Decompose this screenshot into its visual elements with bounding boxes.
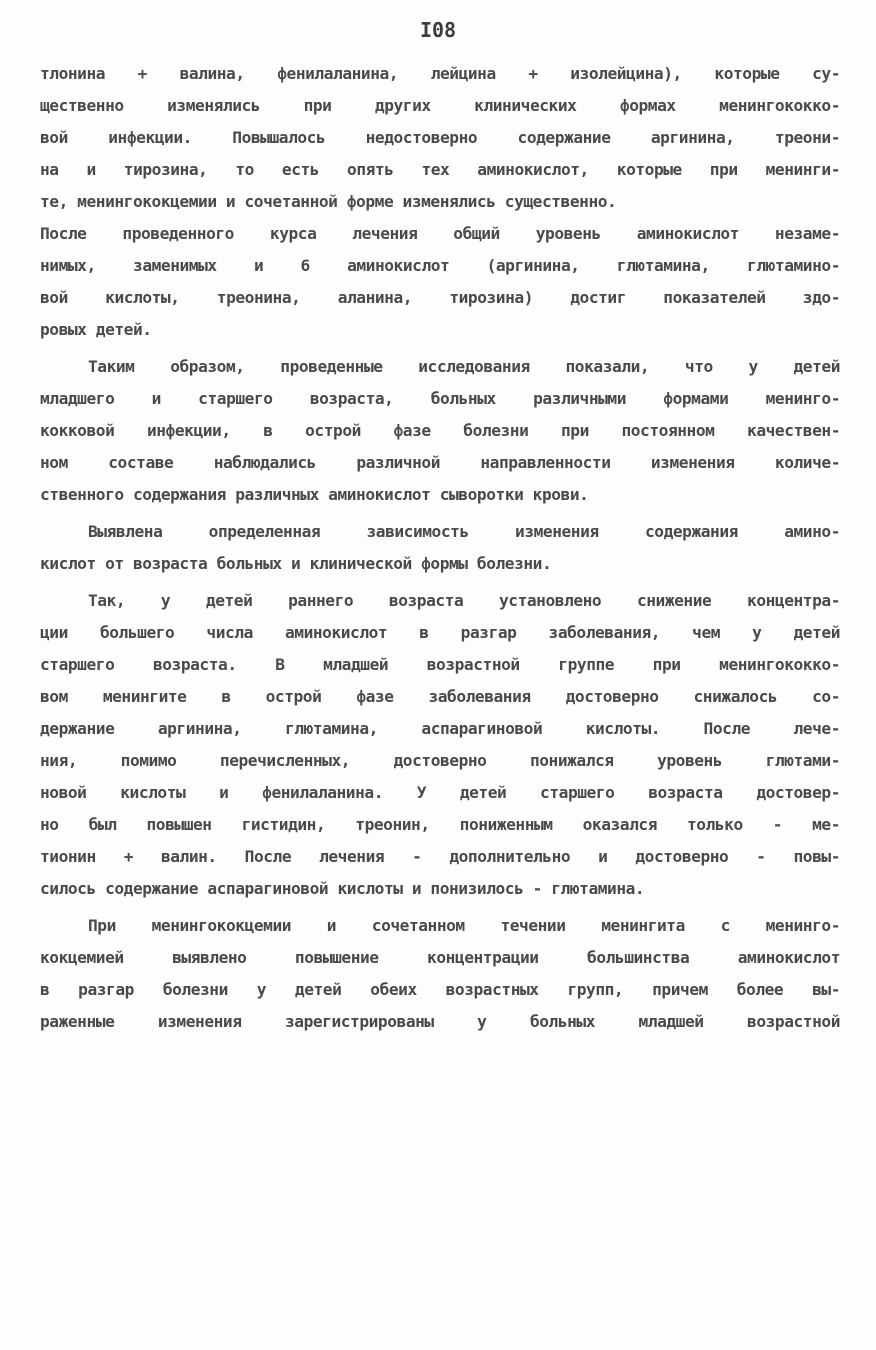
text-line: щественно изменялись при других клинических формах менингококко-: [40, 96, 840, 115]
text-line: кислот от возраста больных и клинической формы болезни.: [40, 554, 552, 573]
text-line: ном составе наблюдались различной направленности изменения количе-: [40, 453, 840, 472]
text-line: те, менингококцемии и сочетанной форме изменялись существенно.: [40, 192, 617, 211]
page-number: I08: [419, 18, 457, 42]
text-line: вой кислоты, треонина, аланина, тирозина) достиг показателей здо-: [40, 288, 840, 307]
text-line: нимых, заменимых и 6 аминокислот (аргинина, глютамина, глютамино-: [40, 256, 840, 275]
text-line: Таким образом, проведенные исследования показали, что у детей: [88, 357, 840, 376]
text-line: При менингококцемии и сочетанном течении менингита с менинго-: [88, 916, 840, 935]
text-line: кокковой инфекции, в острой фазе болезни при постоянном качествен-: [40, 421, 840, 440]
body-text: [40, 58, 840, 1038]
text-line: Так, у детей раннего возраста установлено снижение концентра-: [88, 591, 840, 610]
text-line: вом менингите в острой фазе заболевания достоверно снижалось со-: [40, 687, 840, 706]
text-line: силось содержание аспарагиновой кислоты и понизилось - глютамина.: [40, 879, 645, 898]
text-line: но был повышен гистидин, треонин, пониженным оказался только - ме-: [40, 815, 840, 834]
text-line: раженные изменения зарегистрированы у больных младшей возрастной: [40, 1012, 840, 1031]
text-line: тионин + валин. После лечения - дополнительно и достоверно - повы-: [40, 847, 840, 866]
text-line: ровых детей.: [40, 320, 152, 339]
text-line: младшего и старшего возраста, больных различными формами менинго-: [40, 389, 840, 408]
text-line: Выявлена определенная зависимость изменения содержания амино-: [88, 522, 840, 541]
text-line: тлонина + валина, фенилаланина, лейцина + изолейцина), которые су-: [40, 64, 840, 83]
text-line: ственного содержания различных аминокислот сыворотки крови.: [40, 485, 589, 504]
text-line: в разгар болезни у детей обеих возрастных групп, причем более вы-: [40, 980, 840, 999]
text-line: После проведенного курса лечения общий уровень аминокислот незаме-: [40, 224, 840, 243]
text-line: вой инфекции. Повышалось недостоверно содержание аргинина, треони-: [40, 128, 840, 147]
text-line: старшего возраста. В младшей возрастной группе при менингококко-: [40, 655, 840, 674]
text-line: ции большего числа аминокислот в разгар заболевания, чем у детей: [40, 623, 840, 642]
text-line: кокцемией выявлено повышение концентрации большинства аминокислот: [40, 948, 840, 967]
text-line: ния, помимо перечисленных, достоверно понижался уровень глютами-: [40, 751, 840, 770]
text-line: на и тирозина, то есть опять тех аминокислот, которые при менинги-: [40, 160, 840, 179]
text-line: держание аргинина, глютамина, аспарагиновой кислоты. После лече-: [40, 719, 840, 738]
text-line: новой кислоты и фенилаланина. У детей старшего возраста достовер-: [40, 783, 840, 802]
